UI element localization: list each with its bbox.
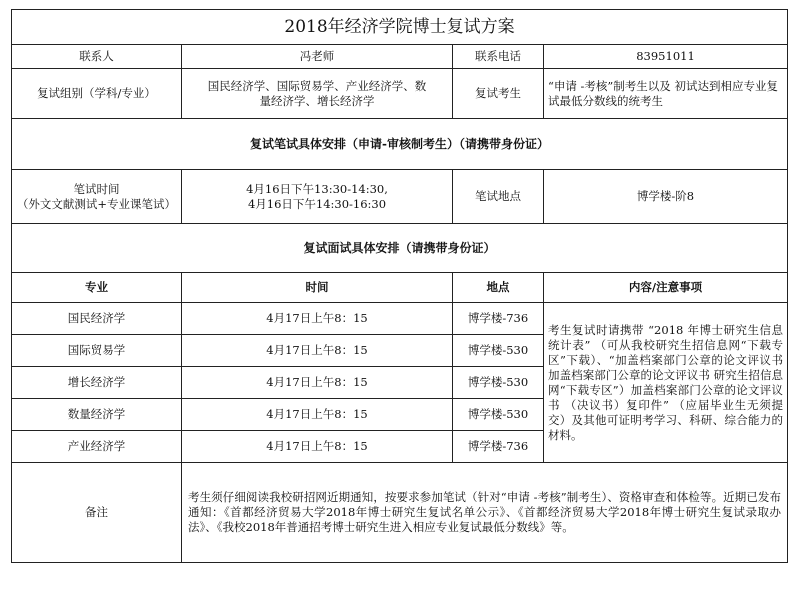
candidates-value: “申请 -考核”制考生以及 初试达到相应专业复试最低分数线的统考生 xyxy=(544,69,788,119)
header-place: 地点 xyxy=(453,273,544,303)
group-value: 国民经济学、国际贸易学、产业经济学、数量经济学、增长经济学 xyxy=(182,69,453,119)
row-time: 4月17日上午8：15 xyxy=(182,431,453,463)
written-time-value xyxy=(182,170,453,224)
remarks-label: 备注 xyxy=(12,463,182,563)
written-time-label-line1: 笔试时间 xyxy=(73,181,120,196)
row-place: 博学楼-736 xyxy=(453,303,544,335)
row-place: 博学楼-530 xyxy=(453,335,544,367)
row-place: 博学楼-530 xyxy=(453,399,544,431)
written-time-line2: 4月16日下午14:30-16:30 xyxy=(247,196,387,211)
written-time-label xyxy=(12,170,182,224)
header-notes: 内容/注意事项 xyxy=(544,273,788,303)
candidates-label: 复试考生 xyxy=(453,69,544,119)
row-time: 4月17日上午8：15 xyxy=(182,367,453,399)
header-time: 时间 xyxy=(182,273,453,303)
interview-section-title: 复试面试具体安排（请携带身份证） xyxy=(12,224,788,273)
row-major: 产业经济学 xyxy=(12,431,182,463)
remarks-text: 考生须仔细阅读我校研招网近期通知，按要求参加笔试（针对“申请 -考核”制考生）、资格审查和体检等。近期已发布通知：《首都经济贸易大学2018年博士研究生复试名单公示》、《首都经济贸易大学2018年博士研究生复试录取办法》、《我校2018年普通招考博士研究生进入相应专业复试最低分数线》等。 xyxy=(182,463,788,563)
plan-table xyxy=(11,9,788,563)
group-label: 复试组别（学科/专业） xyxy=(12,69,182,119)
written-section-title: 复试笔试具体安排（申请-审核制考生）（请携带身份证） xyxy=(12,119,788,170)
contact-label: 联系人 xyxy=(12,45,182,69)
row-place: 博学楼-530 xyxy=(453,367,544,399)
written-time-label-line2: （外文文献测试+专业课笔试） xyxy=(16,196,177,211)
written-place-value: 博学楼-阶8 xyxy=(544,170,788,224)
row-time: 4月17日上午8：15 xyxy=(182,399,453,431)
table-row xyxy=(12,303,788,335)
admission-plan-sheet xyxy=(11,9,787,563)
row-major: 国民经济学 xyxy=(12,303,182,335)
row-place: 博学楼-736 xyxy=(453,431,544,463)
row-major: 数量经济学 xyxy=(12,399,182,431)
written-time-line1: 4月16日下午13:30-14:30, xyxy=(246,181,388,196)
phone-label: 联系电话 xyxy=(453,45,544,69)
contact-value: 冯老师 xyxy=(182,45,453,69)
page-title: 2018年经济学院博士复试方案 xyxy=(12,10,788,45)
header-major: 专业 xyxy=(12,273,182,303)
row-time: 4月17日上午8：15 xyxy=(182,335,453,367)
phone-value: 83951011 xyxy=(544,45,788,69)
interview-notes: 考生复试时请携带 “2018 年博士研究生信息统计表” （可从我校研究生招信息网“下载专区”下载）、“加盖档案部门公章的论文评议书加盖档案部门公章的论文评议书 研究生招信息网“下载专区”）加盖档案部门公章的论文评议书 （决议书）复印件” （应届毕业生无须提交）及其他可证明考学习、科研、综合能力的材料。 xyxy=(544,303,788,463)
row-major: 增长经济学 xyxy=(12,367,182,399)
written-place-label: 笔试地点 xyxy=(453,170,544,224)
row-time: 4月17日上午8：15 xyxy=(182,303,453,335)
row-major: 国际贸易学 xyxy=(12,335,182,367)
